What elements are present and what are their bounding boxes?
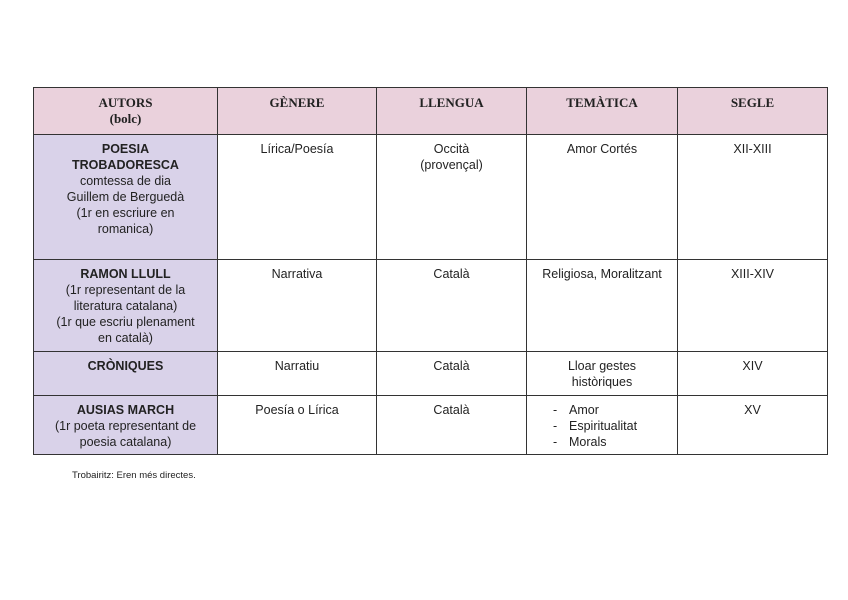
header-row xyxy=(34,88,828,135)
list-item: - Morals xyxy=(553,434,673,450)
author-cell xyxy=(34,352,218,396)
list-item: - Amor xyxy=(553,402,673,418)
author-title: TROBADORESCA xyxy=(72,158,179,172)
language-line: (provençal) xyxy=(420,158,483,172)
table-row xyxy=(34,135,828,260)
language-cell xyxy=(377,135,527,260)
header-authors xyxy=(34,88,218,135)
header-authors-sub: (bolc) xyxy=(109,111,142,126)
century-cell: XIV xyxy=(678,352,828,396)
footnote: Trobairitz: Eren més directes. xyxy=(72,470,196,481)
author-line: romanica) xyxy=(97,222,154,236)
genre-cell: Narratiu xyxy=(218,352,377,396)
header-genre: GÈNERE xyxy=(218,88,377,135)
header-authors-line: AUTORS xyxy=(98,95,153,110)
author-line: (1r representant de la xyxy=(65,283,186,297)
theme-cell xyxy=(527,396,678,455)
table-row xyxy=(34,352,828,396)
theme-list xyxy=(531,402,673,450)
theme-cell xyxy=(527,352,678,396)
language-cell xyxy=(377,260,527,352)
author-title: RAMON LLULL xyxy=(80,267,171,281)
language-line: Català xyxy=(433,359,470,373)
author-line: (1r poeta representant de xyxy=(54,419,197,433)
author-title: POESIA xyxy=(101,142,150,156)
language-cell xyxy=(377,352,527,396)
theme-line: històriques xyxy=(571,375,633,389)
language-line: Occità xyxy=(433,142,470,156)
genre-cell: Poesía o Lírica xyxy=(218,396,377,455)
author-line: comtessa de dia xyxy=(79,174,172,188)
author-line: poesia catalana) xyxy=(79,435,172,449)
author-title: CRÒNIQUES xyxy=(87,359,164,373)
author-line: (1r que escriu plenament xyxy=(56,315,195,329)
genre-cell: Narrativa xyxy=(218,260,377,352)
century-cell: XII-XIII xyxy=(678,135,828,260)
theme-cell: Religiosa, Moralitzant xyxy=(527,260,678,352)
author-cell xyxy=(34,135,218,260)
language-line: Català xyxy=(433,403,470,417)
author-line: Guillem de Berguedà xyxy=(66,190,185,204)
literature-table xyxy=(33,87,828,455)
table-row xyxy=(34,260,828,352)
century-cell: XV xyxy=(678,396,828,455)
list-item: - Espiritualitat xyxy=(553,418,673,434)
language-line: Català xyxy=(433,267,470,281)
theme-line: Lloar gestes xyxy=(567,359,637,373)
header-century: SEGLE xyxy=(678,88,828,135)
table-row xyxy=(34,396,828,455)
genre-cell: Lírica/Poesía xyxy=(218,135,377,260)
language-cell xyxy=(377,396,527,455)
author-line: (1r en escriure en xyxy=(76,206,175,220)
header-language: LLENGUA xyxy=(377,88,527,135)
author-line: literatura catalana) xyxy=(73,299,178,313)
author-line: en català) xyxy=(98,331,153,345)
header-theme: TEMÀTICA xyxy=(527,88,678,135)
author-cell xyxy=(34,260,218,352)
author-title: AUSIAS MARCH xyxy=(76,403,175,417)
author-cell xyxy=(34,396,218,455)
century-cell: XIII-XIV xyxy=(678,260,828,352)
theme-cell: Amor Cortés xyxy=(527,135,678,260)
